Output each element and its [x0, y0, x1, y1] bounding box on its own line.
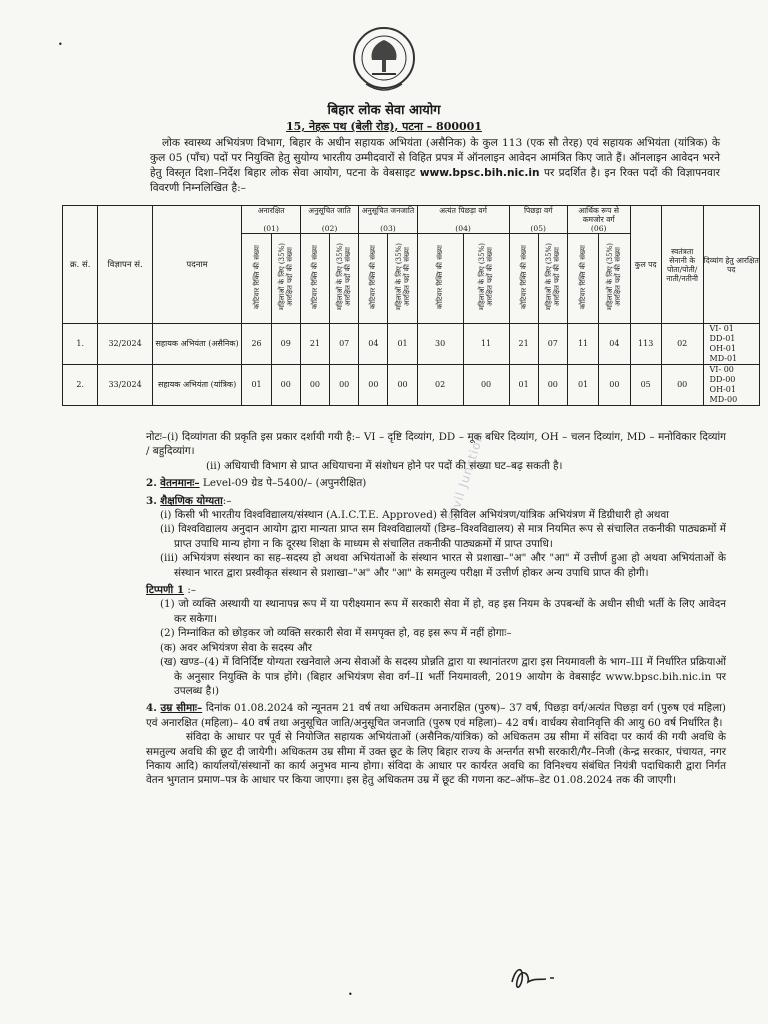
table-row [63, 365, 760, 406]
cell-disability: VI- 00 DD-00 OH-01 MD-00 [703, 365, 759, 406]
cell-value: 26 [242, 324, 271, 365]
cell-value: 09 [271, 324, 300, 365]
cell-value: 00 [359, 365, 388, 406]
note-2: (ii) अधियाची विभाग से प्राप्त अधियाचना में संशोधन होने पर पदों की संख्या घट–बढ़ सकती है। [206, 459, 563, 472]
subheader-quota: कोटिवार रिक्ति की संख्या [369, 245, 378, 309]
header-disability: दिव्यांग हेतु आरक्षित पद [703, 206, 759, 324]
pay-scale: 2. वेतनमानः– Level-09 ग्रेड पे–5400/– (अपुनरीक्षित) [146, 477, 367, 490]
header-adv: विज्ञापन सं. [98, 206, 152, 324]
cell-value: 02 [417, 365, 463, 406]
qualification-1: (i) किसी भी भारतीय विश्वविद्यालय/संस्थान (A.I.C.T.E. Approved) से सिविल अभियंत्रण/यांत्रिक अभियंत्रण में डिग्रीधारी हो अथवा [160, 509, 669, 522]
cell-ff: 02 [661, 324, 703, 365]
age-relaxation: संविदा के आधार पर पूर्व से नियोजित सहायक अभियंताओं (असैनिक/यांत्रिक) को अधिकतम उम्र सीमा में संविदा पर कार्य की गयी अवधि के समतुल्य अवधि की छूट दी जायेगी। अधिकतम उम्र सीमा में उक्त छूट के लिए बिहार राज्य के अन्तर्गत सभी सरकारी/गैर–निजी (केन्द्र सरकार, पंचायत, नगर निकाय आदि) कार्यालयों/संस्थानों का कार्य अनुभव मान्य होगा। संविदा के आधार पर कार्यरत अवधि का विनिश्चय संबंधित नियंत्री पदाधिकारी द्वारा निर्गत वेतन भुगतान प्रमाण–पत्र के आधार पर किया जाएगा। इस हेतु अधिकतम उम्र में छूट की गणना कट–ऑफ–डेट 01.08.2024 तक की जाएगी। [146, 731, 726, 787]
header-cat-ebc: अत्यंत पिछड़ा वर्ग (04) [417, 206, 509, 234]
table-row [63, 324, 760, 365]
age-limit: 4. उम्र सीमाः– दिनांक 01.08.2024 को न्यूनतम 21 वर्ष तथा अधिकतम अनारक्षित (पुरुष)– 37 वर्ष, पिछड़ा वर्ग/अत्यंत पिछड़ा वर्ग (पुरुष एवं महिला) एवं अनारक्षित (महिला)– 40 वर्ष तथा अनुसूचित जाति/अनुसूचित जनजाति (पुरुष एवं महिला)– 42 वर्ष। वार्धक्य सेवानिवृत्ति की आयु 60 वर्ष निर्धारित है। [146, 702, 726, 729]
remark-4: (ख) खण्ड–(4) में विनिर्दिष्ट योग्यता रखनेवाले अन्य सेवाओं के सदस्य प्रोन्नति द्वारा या स्थानांतरण द्वारा इस नियमावली के भाग–III में निर्धारित प्रक्रियाओं के अनुसार नियुक्ति के पात्र होंगे। (बिहार अभियंत्रण सेवा वर्ग–II भर्ती नियमावली, 2019 आयोग के वेबसाईट www.bpsc.bih.nic.in पर उपलब्ध है।) [160, 656, 726, 697]
subheader-women: महिलाओं के लिए (35%) आरक्षित पदों की संख्या [544, 243, 561, 311]
header-cat-bc: पिछड़ा वर्ग (05) [509, 206, 567, 234]
notes-section [146, 430, 726, 788]
subheader-women: महिलाओं के लिए (35%) आरक्षित पदों की संख्या [478, 243, 495, 311]
page-mark: • [58, 40, 63, 49]
cell-total: 113 [630, 324, 661, 365]
cell-total: 05 [630, 365, 661, 406]
signature-icon [506, 960, 558, 996]
cell-adv: 33/2024 [98, 365, 152, 406]
header-cat-st: अनुसूचित जनजाति (03) [359, 206, 417, 234]
cell-value: 01 [567, 365, 598, 406]
header-total: कुल पद [630, 206, 661, 324]
cell-value: 00 [388, 365, 417, 406]
cell-value: 01 [509, 365, 538, 406]
cell-value: 30 [417, 324, 463, 365]
note-1: नोटः–(i) दिव्यांगता की प्रकृति इस प्रकार दर्शायी गयी है:– VI – दृष्टि दिव्यांग, DD – मूक बधिर दिव्यांग, OH – चलन दिव्यांग, MD – मनोविकार दिव्यांग / बहुदिव्यांग। [146, 431, 726, 458]
cell-value: 11 [567, 324, 598, 365]
subheader-women: महिलाओं के लिए (35%) आरक्षित पदों की संख्या [606, 243, 623, 311]
header-post: पदनाम [152, 206, 242, 324]
cell-value: 21 [509, 324, 538, 365]
cell-post: सहायक अभियंता (यांत्रिक) [152, 365, 242, 406]
qualification-3: (iii) अभियंत्रण संस्थान का सह–सदस्य हो अथवा अभियंताओं के संस्थान भारत से प्रशाखा–"अ" और "आ" में उत्तीर्ण हुआ हो अथवा अभियंताओं के संस्थान भारत द्वारा प्रस्वीकृत संस्थान से प्रशाखा–"अ" और "आ" के समतुल्य परीक्षा में उत्तीर्ण होकर अन्य उपाधि प्राप्त की होगी। [160, 552, 726, 579]
watermark-text: Civil Junction [445, 431, 487, 523]
intro-text: लोक स्वास्थ्य अभियंत्रण विभाग, बिहार के अधीन सहायक अभियंता (असैनिक) के कुल 113 (एक सौ तेरह) एवं सहायक अभियंता (यांत्रिक) के कुल 05 (पाँच) पदों पर नियुक्ति हेतु सुयोग्य भारतीय उम्मीदवारों से विहित प्रपत्र में ऑनलाइन आवेदन आमंत्रित किए जाते हैं। ऑनलाइन आवेदन भरने हेतु विस्तृत दिशा–निर्देश बिहार लोक सेवा आयोग, पटना के वेबसाइट [150, 137, 720, 179]
cell-value: 00 [599, 365, 630, 406]
cell-adv: 32/2024 [98, 324, 152, 365]
subheader-women: महिलाओं के लिए (35%) आरक्षित पदों की संख्या [336, 243, 353, 311]
org-name: बिहार लोक सेवा आयोग [327, 103, 441, 118]
cell-value: 21 [300, 324, 329, 365]
subheader-women: महिलाओं के लिए (35%) आरक्षित पदों की संख्या [394, 243, 411, 311]
subheader-quota: कोटिवार रिक्ति की संख्या [252, 245, 261, 309]
header-cat-ews: आर्थिक रूप से कमजोर वर्ग (06) [567, 206, 630, 234]
cell-value: 04 [599, 324, 630, 365]
qualification-2: (ii) विश्वविद्यालय अनुदान आयोग द्वारा मान्यता प्राप्त सम विश्वविद्यालयों (डिम्ड–विश्वविद्यालय) से मात्र नियमित रूप से संचालित तकनीकी पाठ्यक्रमों में प्राप्त उपाधि मान्य होगा न कि दूरस्थ शिक्षा के माध्यम से संचालित तकनीकी पाठ्यक्रमों में प्राप्त उपाधि। [160, 523, 726, 550]
cell-disability: VI- 01 DD-01 OH-01 MD-01 [703, 324, 759, 365]
remark-1: (1) जो व्यक्ति अस्थायी या स्थानापन्न रूप में या परीक्ष्यमान रूप में सरकारी सेवा में हो, वह इस नियम के उपबन्धों के अधीन सीधी भर्ती के लिए आवेदन कर सकेगा। [160, 598, 726, 625]
subheader-quota: कोटिवार रिक्ति की संख्या [310, 245, 319, 309]
subheader-women: महिलाओं के लिए (35%) आरक्षित पदों की संख्या [277, 243, 294, 311]
website-link[interactable]: www.bpsc.bih.nic.in [419, 167, 540, 179]
org-address: 15, नेहरू पथ (बेली रोड), पटना – 800001 [286, 120, 482, 133]
subheader-quota: कोटिवार रिक्ति की संख्या [519, 245, 528, 309]
cell-value: 07 [538, 324, 567, 365]
cell-value: 00 [300, 365, 329, 406]
cell-value: 00 [538, 365, 567, 406]
subheader-quota: कोटिवार रिक्ति की संख्या [436, 245, 445, 309]
cell-value: 00 [463, 365, 509, 406]
cell-value: 11 [463, 324, 509, 365]
bpsc-seal-icon [352, 24, 416, 96]
intro-text-end: पर प्रदर्शित है। इन रिक्त पदों की विज्ञापनवार विवरणी निम्नलिखित है:– [150, 167, 720, 194]
cell-ff: 00 [661, 365, 703, 406]
page-mark: • [348, 990, 353, 999]
cell-value: 07 [330, 324, 359, 365]
cell-post: सहायक अभियंता (असैनिक) [152, 324, 242, 365]
cell-value: 01 [388, 324, 417, 365]
cell-sr: 1. [63, 324, 98, 365]
cell-value: 04 [359, 324, 388, 365]
header-cat-ur: अनारक्षित (01) [242, 206, 300, 234]
remark-2: (2) निम्नांकित को छोड़कर जो व्यक्ति सरकारी सेवा में समपृक्त हो, वह इस रूप में नहीं होगाः– [160, 627, 512, 640]
remark-heading: टिप्पणी 1 :– [146, 584, 197, 597]
cell-value: 00 [330, 365, 359, 406]
intro-paragraph [150, 136, 720, 196]
cell-value: 00 [271, 365, 300, 406]
cell-value: 01 [242, 365, 271, 406]
vacancy-table [62, 205, 760, 406]
header-freedom-fighter: स्वतंत्रता सेनानी के पोता/पोती/नाती/नतीनी [661, 206, 703, 324]
subheader-quota: कोटिवार रिक्ति की संख्या [579, 245, 588, 309]
remark-3: (क) अवर अभियंत्रण सेवा के सदस्य और [160, 641, 313, 654]
qualification-heading: 3. शैक्षणिक योग्यता:– [146, 494, 232, 507]
header-sr: क्र. सं. [63, 206, 98, 324]
header-cat-sc: अनुसूचित जाति (02) [300, 206, 358, 234]
cell-sr: 2. [63, 365, 98, 406]
